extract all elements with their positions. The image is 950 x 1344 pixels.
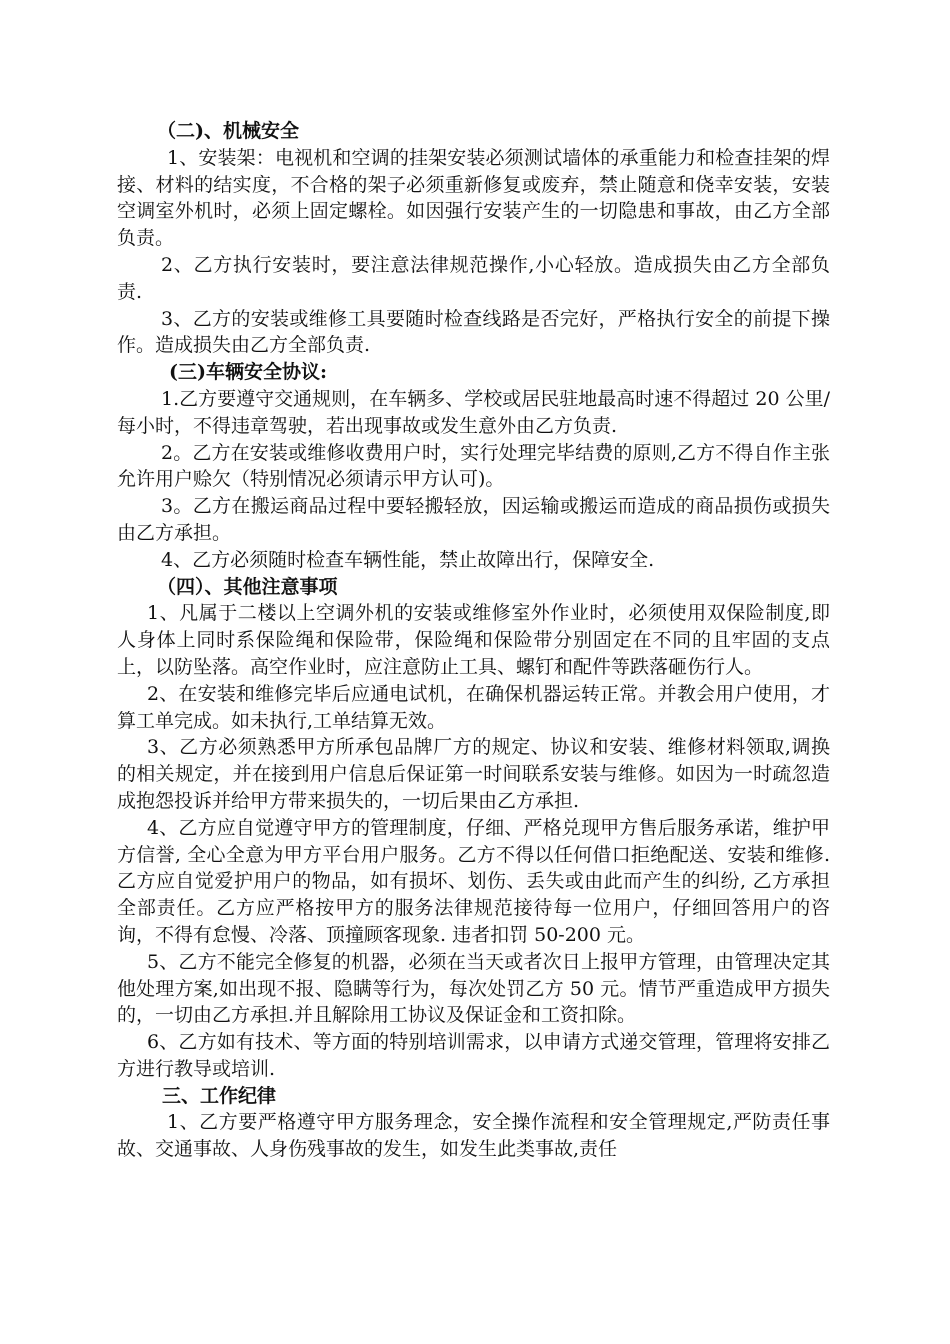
section-heading-work-discipline: 三、工作纪律 [162, 1084, 277, 1107]
paragraph: 2。乙方在安装或维修收费用户时，实行处理完毕结费的原则,乙方不得自作主张允许用户赊欠（特别情况必须请示甲方认可)。 [117, 441, 830, 491]
paragraph: 4、乙方应自觉遵守甲方的管理制度，仔细、严格兑现甲方售后服务承诺，维护甲方信誉, 全心全意为甲方平台用户服务。乙方不得以任何借口拒绝配送、安装和维修. 乙方应自觉爱护用户的物品，如有损坏、划伤、丢失或由此而产生的纠纷, 乙方承担全部责任。乙方应严格按甲方的服务法律规范接待每一位用户，仔细回答用户的咨询，不得有怠慢、冷落、顶撞顾客现象. 违者扣罚 50-200 元。 [117, 816, 830, 946]
paragraph: 2、乙方执行安装时，要注意法律规范操作,小心轻放。造成损失由乙方全部负责. [117, 253, 830, 303]
paragraph: 1、安装架：电视机和空调的挂架安装必须测试墙体的承重能力和检查挂架的焊接、材料的结实度，不合格的架子必须重新修复或废弃，禁止随意和侥幸安装，安装空调室外机时，必须上固定螺栓。如因强行安装产生的一切隐患和事故，由乙方全部负责。 [117, 146, 830, 250]
section-heading-other-notes: （四）、其他注意事项 [157, 575, 338, 598]
paragraph: 1.乙方要遵守交通规则，在车辆多、学校或居民驻地最高时速不得超过 20 公里/每小时，不得违章驾驶，若出现事故或发生意外由乙方负责. [117, 387, 830, 437]
paragraph: 5、乙方不能完全修复的机器，必须在当天或者次日上报甲方管理，由管理决定其他处理方案,如出现不报、隐瞒等行为，每次处罚乙方 50 元。情节严重造成甲方损失的，一切由乙方承担.并且解除用工协议及保证金和工资扣除。 [117, 950, 830, 1027]
paragraph: 3、乙方的安装或维修工具要随时检查线路是否完好，严格执行安全的前提下操作。造成损失由乙方全部负责. [117, 307, 830, 357]
section-heading-mechanical-safety: （二)、机械安全 [157, 120, 299, 142]
paragraph: 6、乙方如有技术、等方面的特别培训需求，以申请方式递交管理，管理将安排乙方进行教导或培训. [117, 1031, 830, 1080]
section-heading-vehicle-safety: (三)车辆安全协议: [169, 361, 327, 384]
paragraph: 4、乙方必须随时检查车辆性能，禁止故障出行，保障安全. [161, 548, 655, 571]
document-page [117, 118, 830, 1163]
paragraph: 1、凡属于二楼以上空调外机的安装或维修室外作业时，必须使用双保险制度,即人身体上同时系保险绳和保险带，保险绳和保险带分别固定在不同的且牢固的支点上，以防坠落。高空作业时，应注意防止工具、螺钉和配件等跌落砸伤行人。 [117, 602, 830, 678]
paragraph: 3。乙方在搬运商品过程中要轻搬轻放，因运输或搬运而造成的商品损伤或损失由乙方承担。 [117, 495, 830, 544]
paragraph: 2、在安装和维修完毕后应通电试机，在确保机器运转正常。并教会用户使用，才算工单完成。如未执行,工单结算无效。 [117, 682, 830, 732]
paragraph: 1、乙方要严格遵守甲方服务理念，安全操作流程和安全管理规定,严防责任事故、交通事故、人身伤残事故的发生，如发生此类事故,责任 [117, 1111, 830, 1161]
paragraph: 3、乙方必须熟悉甲方所承包品牌厂方的规定、协议和安装、维修材料领取,调换的相关规定，并在接到用户信息后保证第一时间联系安装与维修。如因为一时疏忽造成抱怨投诉并给甲方带来损失的，一切后果由乙方承担. [117, 736, 830, 812]
